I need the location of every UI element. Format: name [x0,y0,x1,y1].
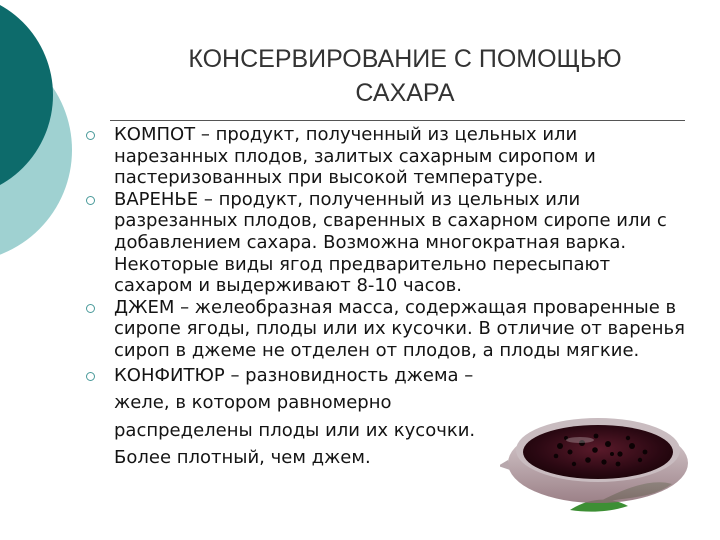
list-item-varenye [86,189,686,297]
circle-bullet-icon [86,196,95,205]
list-item-text: ДЖЕМ – желеобразная масса, содержащая проваренные в сиропе ягоды, плоды или их кусочки. В отличие от варенья сироп в джеме не отделен от плодов, а плоды мягкие. [114,296,685,361]
list-item-konfityur [86,362,509,472]
list-item-text: ВАРЕНЬЕ – продукт, полученный из цельных или разрезанных плодов, сваренных в сахарном сиропе или с добавлением сахара. Возможна многократная варка. Некоторые виды ягод предварительно пересыпают сахаром и выдерживают 8-10 часов. [114,188,667,297]
list-item-text: КОМПОТ – продукт, полученный из цельных или нарезанных плодов, залитых сахарным сиропом и пастеризованных при высокой температуре. [114,124,596,189]
circle-bullet-icon [86,372,95,381]
circle-bullet-icon [86,131,95,140]
list-item-kompot [86,124,686,189]
title-line-1: КОНСЕРВИРОВАНИЕ С ПОМОЩЬЮ [188,45,622,73]
title-line-2: САХАРА [355,79,455,107]
title-divider [110,120,685,121]
jam-in-glass-bowl-photo [500,388,690,513]
slide-title [110,42,700,110]
list-item-text: КОНФИТЮР – разновидность джема – желе, в котором равномерно распределены плоды или их кусочки. Более плотный, чем джем. [114,364,476,469]
jam-surface [523,425,673,479]
list-item-dzhem [86,297,686,362]
circle-bullet-icon [86,304,95,313]
